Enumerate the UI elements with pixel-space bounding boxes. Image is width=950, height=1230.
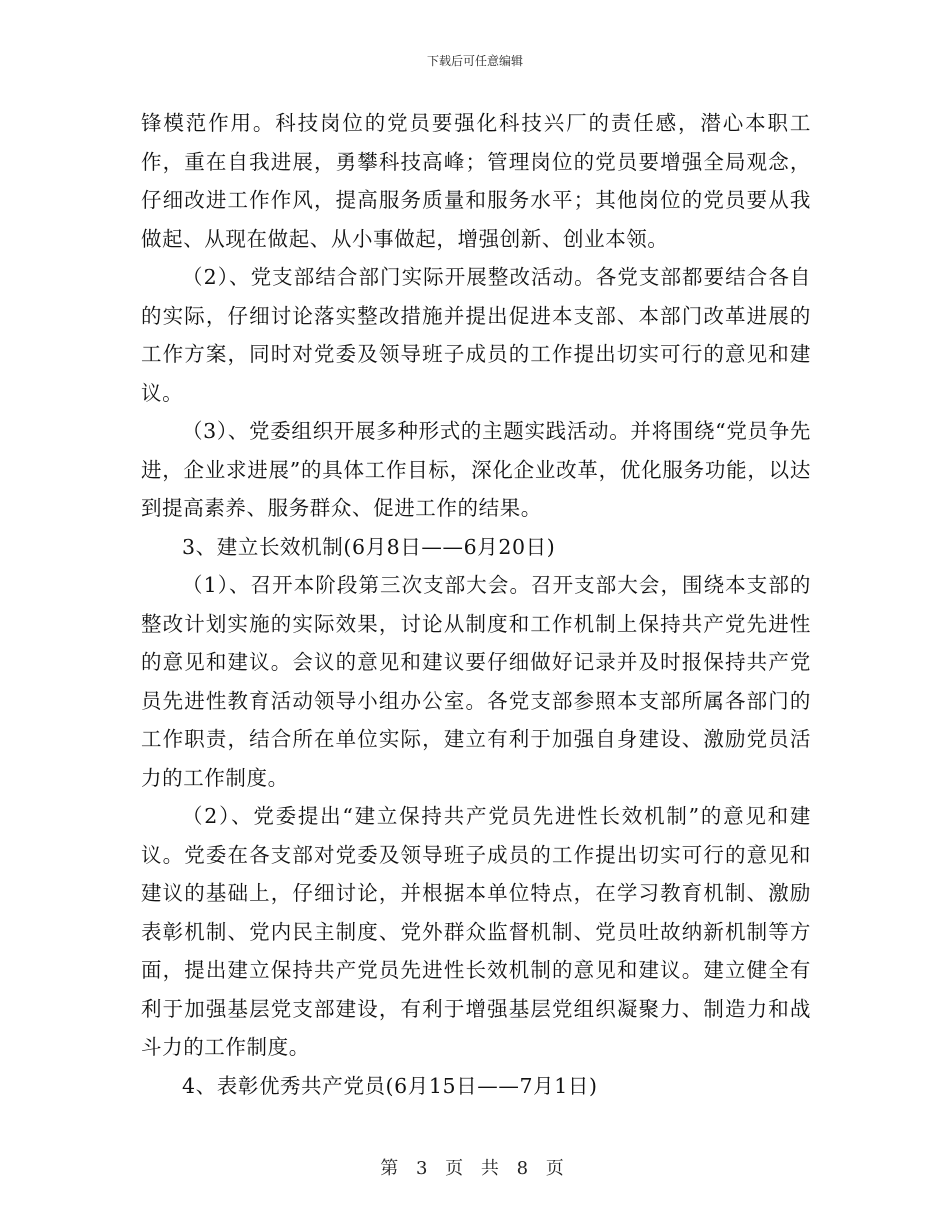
page-header: 下载后可任意编辑 [426, 54, 523, 68]
document-body [141, 104, 811, 1105]
page-number: 第 3 页 共 8 页 [380, 1158, 570, 1179]
paragraph-item-3: （3）、党委组织开展多种形式的主题实践活动。并将围绕“党员争先进，企业求进展”的具体工作目标，深化企业改革，优化服务功能，以达到提高素养、服务群众、促进工作的结果。 [141, 419, 811, 520]
paragraph-continuation: 锋模范作用。科技岗位的党员要强化科技兴厂的责任感，潜心本职工作，重在自我进展，勇攀科技高峰；管理岗位的党员要增强全局观念，仔细改进工作作风，提高服务质量和服务水平；其他岗位的党员要从我做起、从现在做起、从小事做起，增强创新、创业本领。 [141, 111, 811, 251]
paragraph-item-2: （2）、党支部结合部门实际开展整改活动。各党支部都要结合各自的实际，仔细讨论落实整改措施并提出促进本支部、本部门改革进展的工作方案，同时对党委及领导班子成员的工作提出切实可行的意见和建议。 [141, 265, 811, 405]
section-heading-4: 4、表彰优秀共产党员(6月15日——7月1日) [182, 1073, 598, 1098]
section-heading-3: 3、建立长效机制(6月8日——6月20日) [182, 534, 556, 559]
paragraph-subitem-1: （1）、召开本阶段第三次支部大会。召开支部大会，围绕本支部的整改计划实施的实际效果，讨论从制度和工作机制上保持共产党先进性的意见和建议。会议的意见和建议要仔细做好记录并及时报保持共产党员先进性教育活动领导小组办公室。各党支部参照本支部所属各部门的工作职责，结合所在单位实际，建立有利于加强自身建设、激励党员活力的工作制度。 [141, 573, 811, 790]
paragraph-subitem-2: （2）、党委提出“建立保持共产党员先进性长效机制”的意见和建议。党委在各支部对党委及领导班子成员的工作提出切实可行的意见和建议的基础上，仔细讨论，并根据本单位特点，在学习教育机制、激励表彰机制、党内民主制度、党外群众监督机制、党员吐故纳新机制等方面，提出建立保持共产党员先进性长效机制的意见和建议。建立健全有利于加强基层党支部建设，有利于增强基层党组织凝聚力、制造力和战斗力的工作制度。 [141, 804, 811, 1059]
